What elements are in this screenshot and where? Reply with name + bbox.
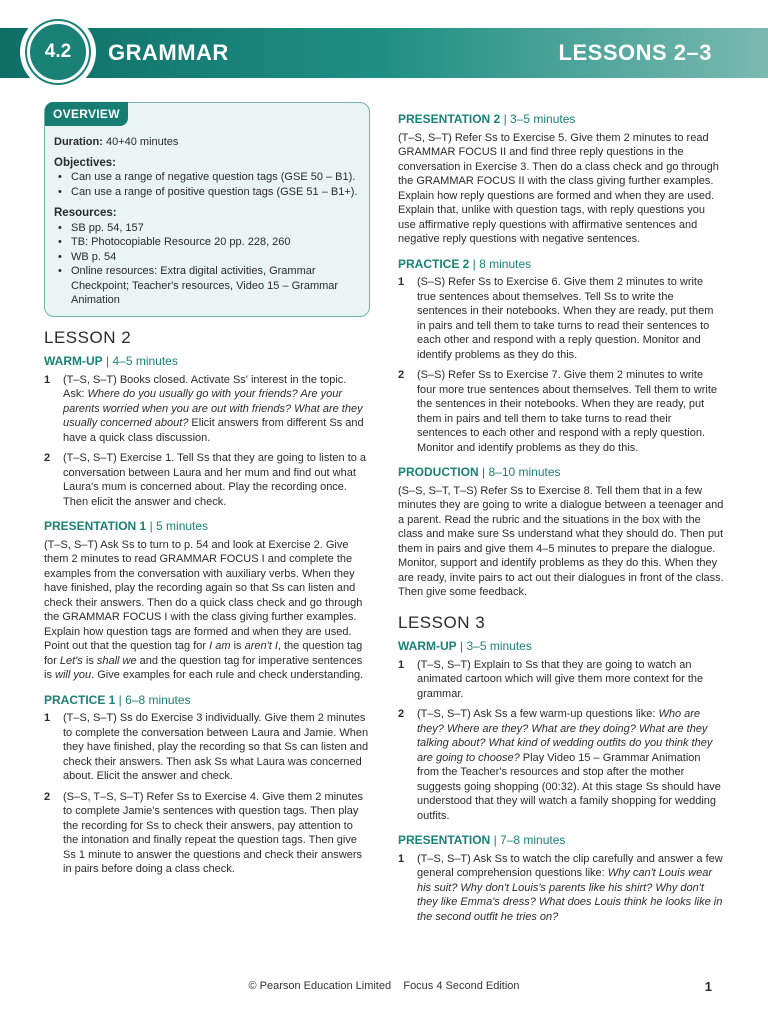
resource-item: • Online resources: Extra digital activities, Grammar Checkpoint; Teacher's resources, Video 15 – Grammar Animation: [71, 264, 359, 308]
warmup-item-2: [44, 451, 370, 509]
item-number: 1: [398, 852, 405, 865]
lesson-2-title: LESSON 2: [44, 327, 132, 347]
resource-item: • WB p. 54: [71, 250, 359, 265]
item-italic: Where do you usually go with your friends? Are your parents worried when you are out with friends? What are they usually concerned about?: [63, 388, 363, 429]
left-column: [44, 102, 370, 877]
lesson-3-warmup-item-2: [398, 707, 724, 823]
objective-item: • Can use a range of positive question tags (GSE 51 – B1+).: [71, 185, 359, 200]
item-italic: Why can't Louis wear his suit? Why don't Louis's parents like his shirt? Why don't they like Emma's dress? What does Louis think he looks like in the second outfit he tries on?: [417, 867, 723, 923]
copyright: © Pearson Education Limited: [248, 980, 392, 992]
section-label: PRESENTATION 2: [398, 112, 501, 126]
practice-2-item-2: [398, 368, 724, 455]
item-number: 1: [44, 373, 51, 386]
para-text: and the question tag for imperative sentences is: [44, 654, 363, 681]
resource-item: • TB: Photocopiable Resource 20 pp. 228, 260: [71, 235, 359, 250]
section-separator: |: [102, 354, 113, 368]
resources-list: [54, 221, 359, 308]
para-text: . Give examples for each rule and check understanding.: [91, 669, 364, 681]
item-number: 2: [44, 452, 51, 464]
lesson-3-warmup-heading: [398, 639, 724, 654]
item-number: 2: [44, 790, 51, 803]
section-label: WARM-UP: [398, 639, 457, 653]
item-text: (S–S, T–S, S–T) Refer Ss to Exercise 4. Give them 2 minutes to complete Jamie's sentences with question tags. Then play the recording for Ss to check their answers, pay attention to the intonation and finally repeat the question tags. Then give Ss 1 minute to answer the questions and check their answers in pairs before doing a class check.: [63, 790, 363, 875]
item-number: 1: [398, 658, 405, 671]
item-text: (T–S, S–T) Ask Ss to watch the clip carefully and answer a few general comprehension questions like:: [417, 852, 723, 879]
lesson-3-warmup-item-1: [398, 658, 724, 702]
unit-badge-number: 4.2: [27, 21, 89, 83]
resource-item: • SB pp. 54, 157: [71, 221, 359, 236]
section-label: PRACTICE 1: [44, 692, 116, 707]
item-text: (T–S, S–T) Exercise 1. Tell Ss that they are going to listen to a conversation between Laura and her mum and find out what Laura's mum is concerned about. Play the recording once. Then elicit the answer and check.: [63, 452, 367, 508]
practice-2-item-1: [398, 275, 724, 362]
practice-1-item-2: [44, 790, 370, 877]
practice-1-heading: [44, 693, 370, 708]
lesson-3-presentation-item-1: [398, 852, 724, 925]
duration-label: Duration:: [54, 136, 103, 148]
page-title: GRAMMAR: [108, 40, 229, 65]
section-duration: 8 minutes: [479, 256, 532, 271]
para-italic: aren't I: [244, 640, 278, 652]
objectives-label: Objectives:: [54, 156, 116, 169]
objectives-list: [54, 170, 359, 199]
warmup-item-1: [44, 373, 370, 446]
page-footer: [0, 980, 768, 992]
item-text: (T–S, S–T) Books closed. Activate Ss' interest in the topic. Ask:: [63, 373, 347, 400]
section-separator: |: [490, 833, 501, 847]
para-italic: Let's: [59, 654, 83, 667]
item-text: Play Video 15 – Grammar Animation from the Teacher's resources and stop after the mother suggests going shopping (00:32). At this stage Ss should have understood that they will watch a family shopping for wedding outfits.: [417, 751, 721, 822]
section-label: PRESENTATION: [398, 833, 491, 847]
presentation-1-text: [44, 538, 370, 683]
overview-box: [44, 102, 370, 317]
para-text: is: [82, 654, 97, 667]
section-separator: |: [146, 519, 157, 533]
production-text: (S–S, S–T, T–S) Refer Ss to Exercise 8. Tell them that in a few minutes they are going to write a dialogue between a teenager and a parent. Read the rubric and the situations in the box with the class and make sure Ss understand what they should do. Then put them in pairs and give them 4–5 minutes to prepare the dialogue. Monitor, support and identify problems as they do this. When they are ready, invite pairs to act out their dialogues in front of the class. Then give some feedback.: [398, 484, 724, 598]
overview-tab: OVERVIEW: [45, 102, 128, 126]
section-duration: 8–10 minutes: [488, 465, 561, 479]
section-label: PRODUCTION: [398, 465, 479, 479]
resources-label: Resources:: [54, 207, 117, 219]
book-title: Focus 4 Second Edition: [403, 980, 520, 992]
item-text: (S–S) Refer Ss to Exercise 6. Give them 2 minutes to write true sentences about themselves. Tell Ss to write the sentences in their notebooks. When they are ready, put them in pairs and tell them to take turns to read their sentences to each other and respond with a reply question. Monitor and identify problems as they do this.: [417, 276, 714, 361]
item-text: (T–S, S–T) Ask Ss a few warm-up questions like:: [417, 708, 659, 720]
section-label: PRESENTATION 1: [44, 519, 147, 533]
presentation-2-text: (T–S, S–T) Refer Ss to Exercise 5. Give them 2 minutes to read GRAMMAR FOCUS II and find three reply questions in the conversation in Exercise 3. Then do a class check and go through the GRAMMAR FOCUS II with the class giving further examples. Explain how reply questions are formed and when they are used. Explain that, unlike with question tags, with reply questions you use affirmative reply questions with affirmative sentences and negative reply questions with negative sentences.: [398, 131, 719, 245]
item-text: (T–S, S–T) Explain to Ss that they are going to watch an animated cartoon which will give them more context for the grammar.: [417, 658, 704, 700]
presentation-1-heading: [44, 519, 370, 534]
item-number: 1: [44, 712, 51, 724]
page-number: 1: [704, 979, 712, 994]
item-text: (T–S, S–T) Ss do Exercise 3 individually. Give them 2 minutes to complete the conversation between Laura and Jamie. When they have finished, play the recording so that Ss can listen and check their answers. Then ask Ss what Laura was concerned about. Elicit the answer and check.: [63, 712, 369, 782]
item-number: 1: [398, 276, 405, 288]
objective-item: • Can use a range of negative question tags (GSE 50 – B1).: [71, 170, 359, 185]
right-column: [398, 112, 724, 924]
lesson-3-title: LESSON 3: [398, 612, 486, 632]
para-italic: will you: [55, 669, 92, 681]
para-text: is: [230, 640, 245, 652]
item-number: 2: [398, 708, 405, 720]
item-text: (S–S) Refer Ss to Exercise 7. Give them 2 minutes to write four more true sentences about themselves. Tell them to write the sentences in their notebooks. When they are ready, put them in pairs and tell them to take turns to read their sentences to each other and respond with a reply question. Monitor and identify problems as they do this.: [417, 369, 717, 454]
item-number: 2: [398, 369, 405, 381]
para-italic: I am: [209, 640, 231, 652]
para-italic: shall we: [96, 654, 137, 667]
section-duration: 7–8 minutes: [500, 833, 566, 847]
unit-badge: [20, 14, 96, 90]
section-duration: 5 minutes: [156, 519, 209, 533]
section-duration: 6–8 minutes: [125, 692, 191, 707]
lesson-3-presentation-heading: [398, 833, 724, 848]
section-separator: |: [469, 256, 480, 271]
production-heading: [398, 465, 724, 480]
warmup-heading: [44, 354, 370, 369]
duration-value: 40+40 minutes: [105, 136, 179, 148]
section-label: WARM-UP: [44, 354, 103, 368]
para-text: , the question tag for: [44, 640, 363, 667]
section-duration: 3–5 minutes: [510, 112, 576, 126]
section-label: PRACTICE 2: [398, 256, 470, 271]
item-italic: Who are they? Where are they? What are they doing? What are they talking about? What kind of wedding outfits do you think they are going to choose?: [417, 708, 713, 764]
para-text: (T–S, S–T) Ask Ss to turn to p. 54 and look at Exercise 2. Give them 2 minutes to read GRAMMAR FOCUS I and complete the examples from the conversation with auxiliary verbs. When they have finished, play the recording again so that Ss can listen and check their answers. Then do a quick class check and go through the GRAMMAR FOCUS I with the class giving further examples. Explain how question tags are formed and when they are used. Point out that the question tag for: [44, 538, 363, 652]
practice-1-item-1: [44, 711, 370, 784]
practice-2-heading: [398, 257, 724, 272]
section-duration: 4–5 minutes: [112, 354, 178, 368]
section-duration: 3–5 minutes: [466, 639, 532, 653]
duration: [54, 135, 359, 150]
item-text: Elicit answers from different Ss and have a quick class discussion.: [63, 417, 364, 444]
section-separator: |: [115, 692, 126, 707]
section-separator: |: [456, 639, 467, 653]
lessons-label: LESSONS 2–3: [558, 40, 712, 65]
presentation-2-heading: [398, 112, 724, 127]
section-separator: |: [500, 112, 511, 126]
section-separator: |: [478, 465, 489, 479]
